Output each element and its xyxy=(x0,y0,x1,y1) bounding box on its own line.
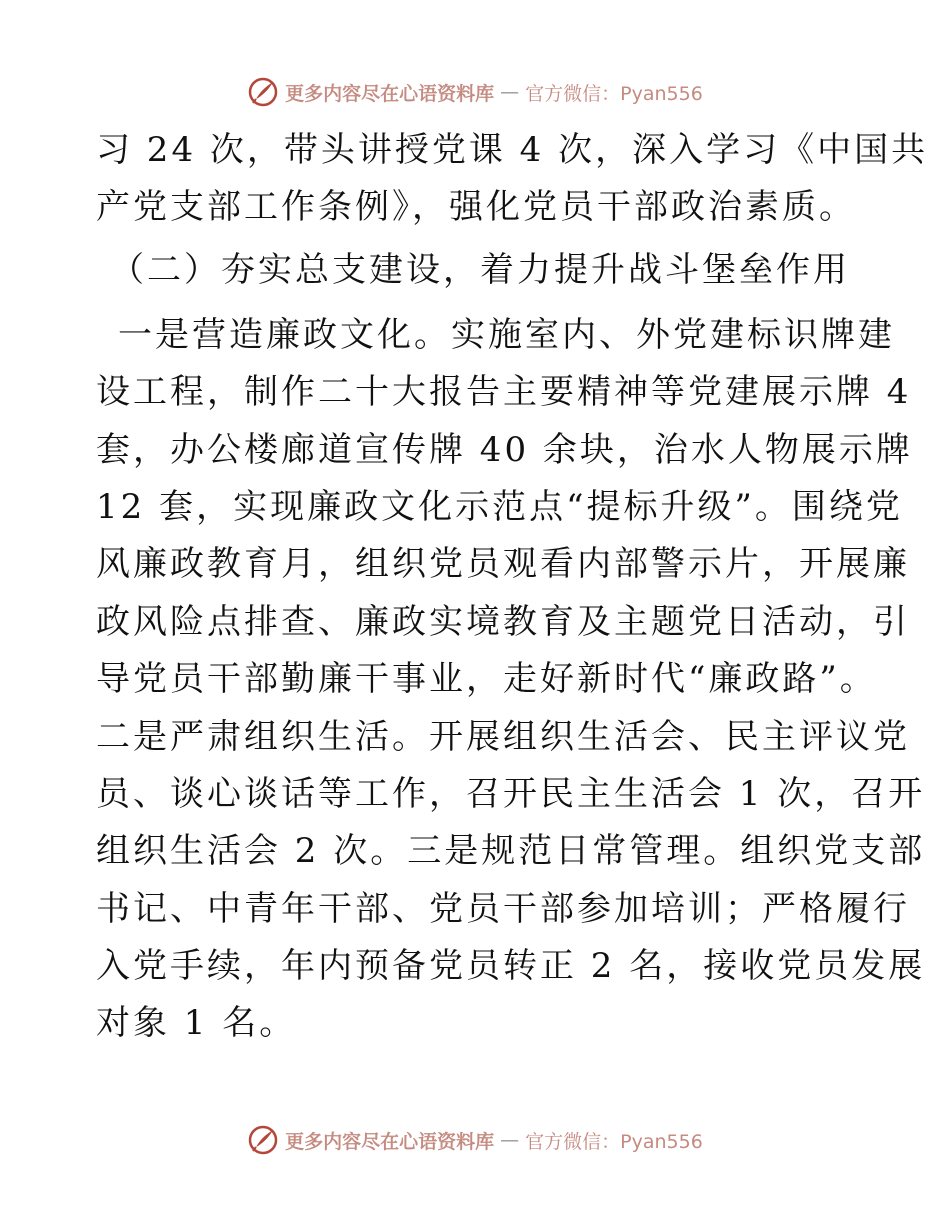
paragraph-line: 导党员干部勤廉干事业，走好新时代“廉政路”。 xyxy=(96,659,877,700)
paragraph-line: 对象 1 名。 xyxy=(96,1003,297,1044)
document-body xyxy=(96,122,929,1053)
paragraph-line: 政风险点排查、廉政实境教育及主题党日活动，引 xyxy=(96,601,910,642)
paragraph-line: 风廉政教育月，组织党员观看内部警示片，开展廉 xyxy=(96,544,910,585)
paragraph-line: 一是营造廉政文化。实施室内、外党建标识牌建 xyxy=(118,314,895,355)
paragraph-line: 组织生活会 2 次。三是规范日常管理。组织党支部 xyxy=(96,831,926,872)
watermark-contact: 官方微信：Pyan556 xyxy=(525,1130,703,1153)
watermark-brand: 更多内容尽在心语资料库 xyxy=(285,82,495,105)
paragraph-line: 12 套，实现廉政文化示范点“提标升级”。围绕党 xyxy=(96,486,903,527)
paragraph-line: 书记、中青年干部、党员干部参加培训；严格履行 xyxy=(96,888,910,929)
watermark-brand: 更多内容尽在心语资料库 xyxy=(285,1130,495,1153)
paragraph-line: 二是严肃组织生活。开展组织生活会、民主评议党 xyxy=(96,716,910,757)
body-line: 产党支部工作条例》，强化党员干部政治素质。 xyxy=(96,187,856,228)
watermark-contact: 官方微信：Pyan556 xyxy=(525,82,703,105)
paragraph-line: 设工程，制作二十大报告主要精神等党建展示牌 4 xyxy=(96,372,912,413)
body-line: 习 24 次，带头讲授党课 4 次，深入学习《中国共 xyxy=(96,130,929,170)
header-watermark xyxy=(0,72,950,112)
section-heading: （二）夯实总支建设，着力提升战斗堡垒作用 xyxy=(110,249,850,290)
footer-watermark xyxy=(0,1120,950,1160)
watermark-separator: — xyxy=(500,1129,520,1151)
quill-logo-icon xyxy=(247,76,279,108)
paragraph-line: 套，办公楼廊道宣传牌 40 余块，治水人物展示牌 xyxy=(96,429,913,470)
quill-logo-icon xyxy=(247,1124,279,1156)
watermark-separator: — xyxy=(500,81,520,103)
paragraph-line: 员、谈心谈话等工作，召开民主生活会 1 次，召开 xyxy=(96,773,926,814)
paragraph-line: 入党手续，年内预备党员转正 2 名，接收党员发展 xyxy=(96,946,926,987)
